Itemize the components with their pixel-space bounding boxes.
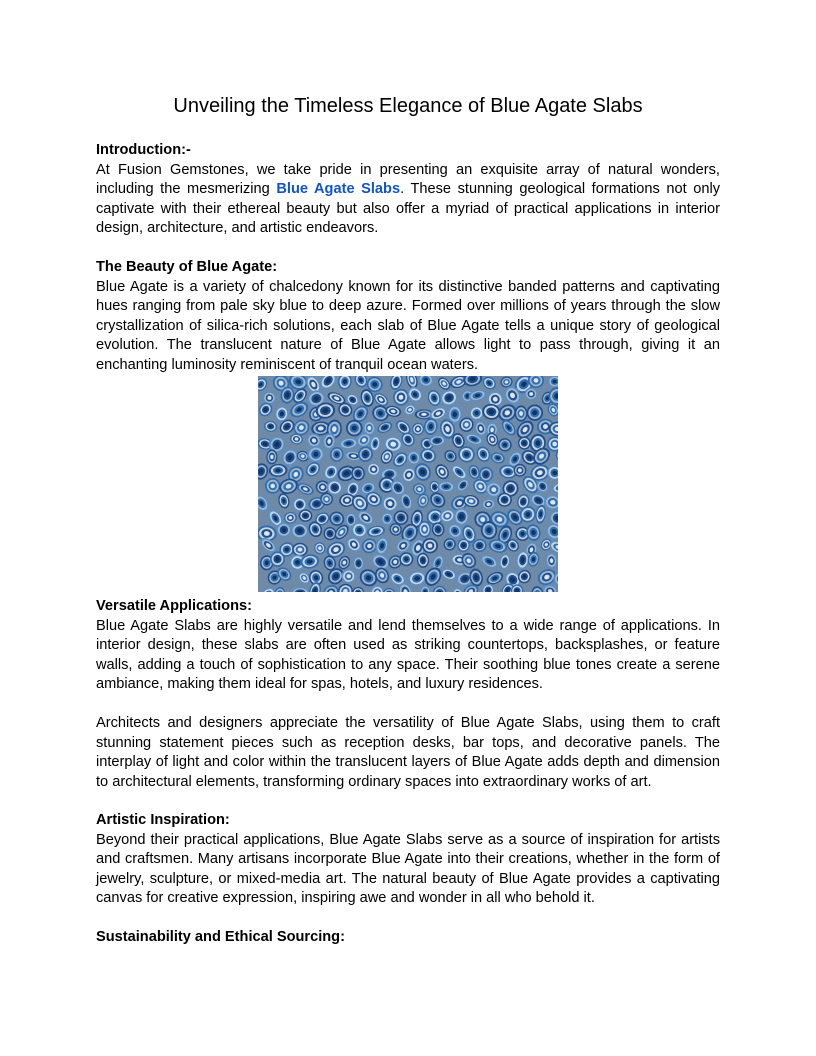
section-paragraph: Architects and designers appreciate the versatility of Blue Agate Slabs, using them to craft stunning statement pieces such as reception desks, bar tops, and decorative panels. The interplay of light and color within the translucent layers of Blue Agate adds depth and dimension to architectural elements, transforming ordinary spaces into extraordinary works of art. bbox=[96, 715, 720, 790]
section-heading: The Beauty of Blue Agate: bbox=[96, 259, 278, 275]
section-sustainability bbox=[96, 928, 720, 948]
section-beauty bbox=[96, 258, 720, 375]
section-paragraph: Beyond their practical applications, Blue Agate Slabs serve as a source of inspiration for artists and craftsmen. Many artisans incorporate Blue Agate into their creations, whether in the form of jewelry, sculpture, or mixed-media art. The natural beauty of Blue Agate provides a captivating canvas for creative expression, inspiring awe and wonder in all who behold it. bbox=[96, 831, 720, 906]
paragraph-text: At Fusion Gemstones, we take pride in presenting an exquisite array of natural wonders, including the mesmerizing bbox=[96, 161, 720, 197]
blue-agate-slab-image bbox=[258, 376, 558, 592]
section-heading: Introduction:- bbox=[96, 142, 191, 158]
section-versatile-applications bbox=[96, 597, 720, 792]
section-heading: Sustainability and Ethical Sourcing: bbox=[96, 929, 345, 945]
agate-texture-graphic bbox=[258, 376, 558, 592]
section-heading: Artistic Inspiration: bbox=[96, 812, 230, 828]
page-title: Unveiling the Timeless Elegance of Blue Agate Slabs bbox=[173, 95, 643, 117]
section-heading: Versatile Applications: bbox=[96, 598, 252, 614]
section-paragraph: Blue Agate is a variety of chalcedony known for its distinctive banded patterns and captivating hues ranging from pale sky blue to deep azure. Formed over millions of years through the slow crystallization of silica-rich solutions, each slab of Blue Agate tells a unique story of geological evolution. The translucent nature of Blue Agate allows light to pass through, giving it an enchanting luminosity reminiscent of tranquil ocean waters. bbox=[96, 278, 720, 373]
blue-agate-slabs-link[interactable]: Blue Agate Slabs bbox=[276, 181, 401, 197]
paragraph-text: . These stunning geological formations not only captivate with their ethereal beauty but also offer a myriad of practical applications in interior design, architecture, and artistic endeavors. bbox=[96, 181, 721, 236]
section-artistic-inspiration bbox=[96, 811, 720, 909]
section-paragraph: Blue Agate Slabs are highly versatile and lend themselves to a wide range of applications. In interior design, these slabs are often used as striking countertops, backsplashes, or feature walls, adding a touch of sophistication to any space. Their soothing blue tones create a serene ambiance, making them ideal for spas, hotels, and luxury residences. bbox=[96, 617, 720, 692]
section-paragraph bbox=[96, 161, 720, 239]
section-introduction bbox=[96, 141, 720, 239]
